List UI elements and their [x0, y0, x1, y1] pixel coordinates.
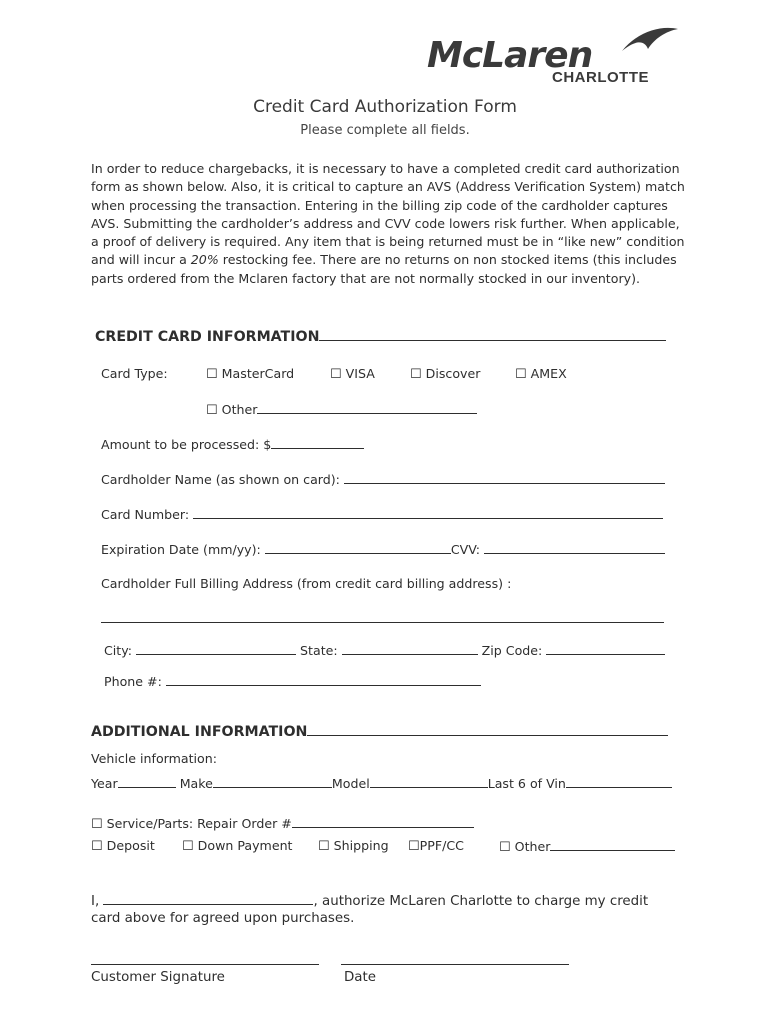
cardholder-label: Cardholder Name (as shown on card):	[101, 472, 340, 487]
option-deposit[interactable]	[91, 838, 155, 854]
option-purpose-other[interactable]	[499, 838, 675, 855]
make-field[interactable]	[213, 775, 332, 788]
zip-label: Zip Code:	[481, 643, 543, 658]
checkbox-icon[interactable]: ☐	[182, 839, 194, 854]
page-subtitle: Please complete all fields.	[300, 123, 470, 138]
cvv-field[interactable]	[484, 541, 665, 554]
option-label: Deposit	[106, 838, 155, 853]
phone-row	[104, 673, 481, 689]
cvv-label: CVV:	[450, 542, 481, 557]
option-label: Shipping	[333, 838, 389, 853]
vin-label: Last 6 of Vin	[487, 776, 566, 791]
checkbox-icon[interactable]: ☐	[206, 367, 218, 382]
model-field[interactable]	[370, 775, 488, 788]
credit-card-heading-text: CREDIT CARD INFORMATION	[95, 329, 320, 345]
city-field[interactable]	[136, 642, 296, 655]
date-label: Date	[344, 970, 377, 985]
city-state-zip-row	[104, 642, 665, 658]
option-shipping[interactable]	[318, 838, 389, 854]
expiration-row	[101, 541, 665, 557]
logo-subtitle: CHARLOTTE	[552, 69, 649, 86]
other-field[interactable]	[257, 401, 477, 414]
checkbox-icon[interactable]: ☐	[91, 817, 103, 832]
option-label: Other	[514, 839, 551, 854]
billing-address-field[interactable]	[101, 610, 664, 623]
billing-address-label: Cardholder Full Billing Address (from credit card billing address) :	[101, 576, 512, 591]
option-discover[interactable]	[410, 366, 480, 382]
logo-wordmark: McLaren	[427, 35, 593, 76]
checkbox-icon[interactable]: ☐	[410, 367, 422, 382]
amount-row	[101, 436, 364, 452]
vehicle-row	[91, 775, 672, 791]
additional-heading-text: ADDITIONAL INFORMATION	[91, 724, 308, 740]
option-label: Down Payment	[197, 838, 293, 853]
cardholder-field[interactable]	[344, 471, 665, 484]
option-other[interactable]	[206, 401, 477, 418]
city-label: City:	[104, 643, 133, 658]
option-ppf-cc[interactable]	[408, 838, 464, 854]
checkbox-icon[interactable]: ☐	[206, 403, 218, 418]
vin-field[interactable]	[566, 775, 672, 788]
model-label: Model	[331, 776, 370, 791]
date-field[interactable]	[341, 952, 569, 965]
heading-rule	[307, 723, 668, 736]
state-label: State:	[300, 643, 338, 658]
purpose-other-field[interactable]	[550, 838, 675, 851]
mclaren-logo	[425, 25, 685, 87]
checkbox-icon[interactable]: ☐	[91, 839, 103, 854]
page-title: Credit Card Authorization Form	[253, 97, 517, 117]
phone-field[interactable]	[166, 673, 481, 686]
authorization-prefix: I,	[91, 894, 100, 909]
speedmark-icon	[620, 25, 680, 55]
service-parts-row[interactable]	[91, 815, 474, 832]
checkbox-icon[interactable]: ☐	[330, 367, 342, 382]
credit-card-heading	[95, 328, 666, 345]
option-mastercard[interactable]	[206, 366, 294, 382]
checkbox-icon[interactable]: ☐	[515, 367, 527, 382]
phone-label: Phone #:	[104, 674, 162, 689]
expiration-field[interactable]	[265, 541, 451, 554]
repair-order-field[interactable]	[292, 815, 474, 828]
intro-text-end: restocking fee. There are no returns on non stocked items (this includes parts ordered from the Mclaren factory that are not normally stocked in our inventory).	[91, 252, 677, 286]
option-visa[interactable]	[330, 366, 375, 382]
amount-label: Amount to be processed: $	[101, 437, 272, 452]
authorization-text: , authorize McLaren Charlotte to charge my credit	[313, 894, 649, 909]
option-label: AMEX	[530, 366, 567, 381]
zip-field[interactable]	[546, 642, 665, 655]
vehicle-info-label: Vehicle information:	[91, 751, 217, 766]
heading-rule	[319, 328, 666, 341]
option-label: Discover	[425, 366, 481, 381]
checkbox-icon[interactable]: ☐	[408, 839, 420, 854]
checkbox-icon[interactable]: ☐	[318, 839, 330, 854]
card-type-label: Card Type:	[101, 366, 168, 381]
state-field[interactable]	[342, 642, 478, 655]
intro-paragraph	[91, 160, 691, 288]
customer-signature-field[interactable]	[91, 952, 319, 965]
option-label: PPF/CC	[419, 838, 464, 853]
authorization-line-2: card above for agreed upon purchases.	[91, 911, 355, 926]
checkbox-icon[interactable]: ☐	[499, 840, 511, 855]
option-down-payment[interactable]	[182, 838, 293, 854]
year-field[interactable]	[118, 775, 176, 788]
customer-signature-label: Customer Signature	[91, 970, 225, 985]
option-label: Other	[221, 402, 258, 417]
option-label: MasterCard	[221, 366, 295, 381]
option-label: VISA	[345, 366, 375, 381]
card-number-label: Card Number:	[101, 507, 190, 522]
authorizer-name-field[interactable]	[103, 892, 313, 905]
card-number-row	[101, 506, 663, 522]
option-amex[interactable]	[515, 366, 567, 382]
authorization-line-1	[91, 892, 648, 909]
card-number-field[interactable]	[193, 506, 663, 519]
make-label: Make	[179, 776, 213, 791]
year-label: Year	[91, 776, 118, 791]
service-parts-label: Service/Parts: Repair Order #	[106, 816, 292, 831]
cardholder-row	[101, 471, 665, 487]
intro-restocking-percent: 20%	[190, 252, 219, 268]
amount-field[interactable]	[271, 436, 364, 449]
expiration-label: Expiration Date (mm/yy):	[101, 542, 261, 557]
additional-info-heading	[91, 723, 668, 740]
intro-text: In order to reduce chargebacks, it is necessary to have a completed credit card authorization form as shown below. Also, it is critical to capture an AVS (Address Verification System) match when processing the transaction. Entering in the billing zip code of the cardholder captures AVS. Submitting the cardholder’s address and CVV code lowers risk further. When applicable, a proof of delivery is required. Any item that is being returned must be in “like new” condition and will incur a	[91, 161, 685, 268]
